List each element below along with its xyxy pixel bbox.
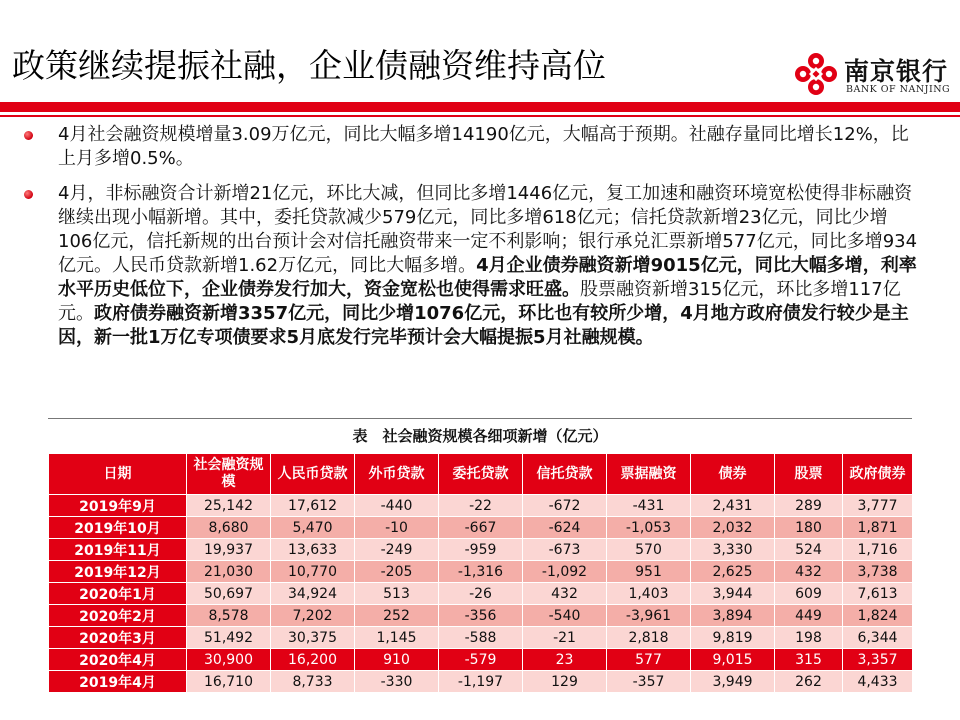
date-cell: 2020年2月: [49, 605, 187, 627]
bullet-text-bold: 4月企业债券融资新增9015亿元，同比大幅多增，利率水平历史低位下，企业债券发行加大，资金宽松也使得需求旺盛。: [58, 255, 917, 300]
column-header: 委托贷款: [439, 454, 523, 495]
value-cell: 2,625: [691, 561, 775, 583]
value-cell: -330: [355, 671, 439, 693]
value-cell: 432: [523, 583, 607, 605]
value-cell: 577: [607, 649, 691, 671]
value-cell: 13,633: [271, 539, 355, 561]
date-cell: 2020年3月: [49, 627, 187, 649]
value-cell: 2,818: [607, 627, 691, 649]
value-cell: 129: [523, 671, 607, 693]
table-row: [49, 583, 913, 605]
bullet-text: 4月，非标融资合计新增21亿元，环比大减，但同比多增1446亿元，复工加速和融资环境宽松使得非标融资继续出现小幅新增。其中，委托贷款减少579亿元，同比多增618亿元；信托贷款新增23亿元，同比少增106亿元，信托新规的出台预计会对信托融资带来一定不利影响；银行承兑汇票新增577亿元，同比多增934亿元。人民币贷款新增1.62万亿元，同比大幅多增。: [58, 183, 918, 276]
value-cell: -959: [439, 539, 523, 561]
value-cell: -672: [523, 495, 607, 517]
value-cell: -205: [355, 561, 439, 583]
value-cell: -588: [439, 627, 523, 649]
bullet-item: [18, 182, 918, 350]
bullet-item: [18, 123, 918, 171]
value-cell: 8,733: [271, 671, 355, 693]
value-cell: 19,937: [187, 539, 271, 561]
column-header: 政府债券: [843, 454, 913, 495]
column-header: 票据融资: [607, 454, 691, 495]
table-row: [49, 627, 913, 649]
value-cell: 30,900: [187, 649, 271, 671]
bullet-text-bold: 政府债券融资新增3357亿元，同比少增1076亿元，环比也有较所少增，4月地方政府债发行较少是主因，新一批1万亿专项债要求5月底发行完毕预计会大幅提振5月社融规模。: [58, 303, 909, 348]
value-cell: 3,777: [843, 495, 913, 517]
value-cell: -22: [439, 495, 523, 517]
header-red-bar: [0, 102, 960, 112]
value-cell: 4,433: [843, 671, 913, 693]
value-cell: -540: [523, 605, 607, 627]
value-cell: 432: [775, 561, 843, 583]
value-cell: -10: [355, 517, 439, 539]
value-cell: -624: [523, 517, 607, 539]
value-cell: 252: [355, 605, 439, 627]
table-row: [49, 539, 913, 561]
value-cell: 51,492: [187, 627, 271, 649]
value-cell: 289: [775, 495, 843, 517]
table-header-row: [49, 454, 913, 495]
value-cell: -1,316: [439, 561, 523, 583]
column-header: 股票: [775, 454, 843, 495]
value-cell: -1,197: [439, 671, 523, 693]
value-cell: -579: [439, 649, 523, 671]
value-cell: -356: [439, 605, 523, 627]
value-cell: 910: [355, 649, 439, 671]
value-cell: 609: [775, 583, 843, 605]
bank-logo: [794, 50, 954, 102]
bullet-dot-icon: [24, 190, 33, 199]
value-cell: 25,142: [187, 495, 271, 517]
value-cell: 9,015: [691, 649, 775, 671]
column-header: 人民币贷款: [271, 454, 355, 495]
date-cell: 2019年12月: [49, 561, 187, 583]
value-cell: -1,053: [607, 517, 691, 539]
value-cell: 3,894: [691, 605, 775, 627]
value-cell: 570: [607, 539, 691, 561]
value-cell: 198: [775, 627, 843, 649]
value-cell: 10,770: [271, 561, 355, 583]
bullet-text: 4月社会融资规模增量3.09万亿元，同比大幅多增14190亿元，大幅高于预期。社融存量同比增长12%，比上月多增0.5%。: [58, 124, 909, 169]
bullet-list: [18, 123, 918, 361]
table-body: [49, 495, 913, 693]
date-cell: 2019年4月: [49, 671, 187, 693]
value-cell: 1,824: [843, 605, 913, 627]
value-cell: 21,030: [187, 561, 271, 583]
value-cell: 5,470: [271, 517, 355, 539]
value-cell: 1,403: [607, 583, 691, 605]
value-cell: 449: [775, 605, 843, 627]
value-cell: 513: [355, 583, 439, 605]
value-cell: 8,578: [187, 605, 271, 627]
value-cell: 50,697: [187, 583, 271, 605]
header-red-line: [0, 115, 960, 117]
date-cell: 2019年10月: [49, 517, 187, 539]
value-cell: -249: [355, 539, 439, 561]
table-row: [49, 671, 913, 693]
column-header: 外币贷款: [355, 454, 439, 495]
bullet-text: 股票融资新增315亿元，环比多增117亿元。: [58, 279, 901, 324]
data-table: [48, 453, 913, 693]
value-cell: 7,202: [271, 605, 355, 627]
table-row: [49, 649, 913, 671]
value-cell: -3,961: [607, 605, 691, 627]
value-cell: -667: [439, 517, 523, 539]
table-row: [49, 605, 913, 627]
column-header: 信托贷款: [523, 454, 607, 495]
date-cell: 2019年11月: [49, 539, 187, 561]
value-cell: 1,716: [843, 539, 913, 561]
value-cell: 180: [775, 517, 843, 539]
value-cell: 16,200: [271, 649, 355, 671]
column-header: 债券: [691, 454, 775, 495]
value-cell: 9,819: [691, 627, 775, 649]
value-cell: -440: [355, 495, 439, 517]
bank-logo-english: BANK OF NANJING: [846, 84, 951, 95]
value-cell: 30,375: [271, 627, 355, 649]
value-cell: 951: [607, 561, 691, 583]
value-cell: -1,092: [523, 561, 607, 583]
page-title: 政策继续提振社融，企业债融资维持高位: [12, 46, 606, 85]
value-cell: 3,357: [843, 649, 913, 671]
value-cell: 8,680: [187, 517, 271, 539]
table-row: [49, 561, 913, 583]
value-cell: 3,944: [691, 583, 775, 605]
value-cell: 262: [775, 671, 843, 693]
value-cell: 1,145: [355, 627, 439, 649]
value-cell: 16,710: [187, 671, 271, 693]
value-cell: 524: [775, 539, 843, 561]
table-row: [49, 517, 913, 539]
value-cell: 1,871: [843, 517, 913, 539]
value-cell: 2,431: [691, 495, 775, 517]
bank-logo-icon: [794, 52, 838, 96]
value-cell: 34,924: [271, 583, 355, 605]
value-cell: 7,613: [843, 583, 913, 605]
value-cell: 3,738: [843, 561, 913, 583]
bullet-dot-icon: [24, 131, 33, 140]
date-cell: 2020年4月: [49, 649, 187, 671]
value-cell: -673: [523, 539, 607, 561]
value-cell: -21: [523, 627, 607, 649]
value-cell: 3,949: [691, 671, 775, 693]
value-cell: 17,612: [271, 495, 355, 517]
value-cell: 315: [775, 649, 843, 671]
date-cell: 2019年9月: [49, 495, 187, 517]
table-caption: 表 社会融资规模各细项新增（亿元）: [48, 418, 912, 453]
value-cell: -431: [607, 495, 691, 517]
value-cell: -357: [607, 671, 691, 693]
value-cell: 3,330: [691, 539, 775, 561]
financing-table: [48, 418, 912, 693]
value-cell: 6,344: [843, 627, 913, 649]
column-header: 日期: [49, 454, 187, 495]
value-cell: -26: [439, 583, 523, 605]
column-header: 社会融资规模: [187, 454, 271, 495]
table-row: [49, 495, 913, 517]
value-cell: 23: [523, 649, 607, 671]
value-cell: 2,032: [691, 517, 775, 539]
bank-logo-name: 南京银行: [844, 57, 949, 86]
date-cell: 2020年1月: [49, 583, 187, 605]
